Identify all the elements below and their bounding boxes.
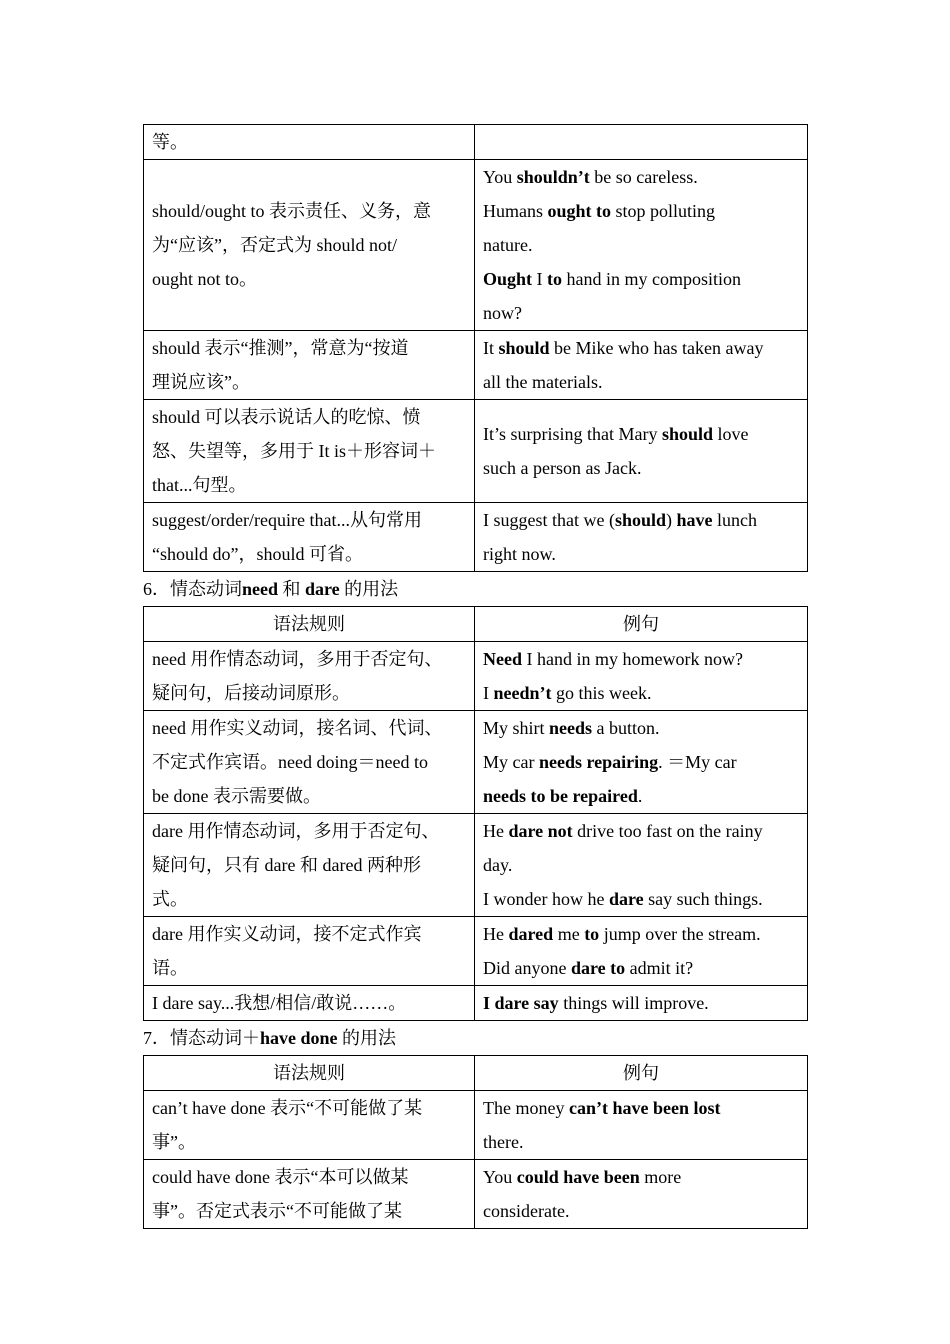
text-segment: should/ought to 表示责任、义务，意	[152, 201, 432, 221]
text-segment: dare 用作实义动词，接不定式作宾	[152, 924, 422, 944]
table-row	[144, 1160, 808, 1229]
example-sentence	[483, 331, 799, 365]
rule-cell	[144, 642, 475, 711]
text-segment: ought not to。	[152, 269, 258, 289]
table-header-row	[144, 607, 808, 642]
rule-text	[152, 365, 466, 399]
text-segment: My shirt	[483, 718, 550, 738]
bold-text: can’t have been lost	[568, 1098, 721, 1118]
bold-text: Ought	[483, 269, 533, 289]
text-segment: things will improve.	[558, 993, 709, 1013]
bold-text: should	[498, 338, 550, 358]
example-sentence	[483, 160, 799, 194]
rule-text	[152, 331, 466, 365]
example-sentence	[483, 917, 799, 951]
example-cell	[475, 642, 808, 711]
rule-text	[152, 1091, 466, 1125]
text-segment: 理说应该”。	[152, 372, 250, 392]
text-segment: I	[483, 683, 494, 703]
bold-text: needs repairing	[538, 752, 659, 772]
text-segment: 的用法	[337, 1028, 397, 1048]
column-header-rule: 语法规则	[144, 607, 475, 642]
example-cell	[475, 331, 808, 400]
example-cell	[475, 711, 808, 814]
example-sentence	[483, 194, 799, 228]
example-sentence	[483, 882, 799, 916]
rule-text	[152, 194, 466, 228]
document-page	[143, 124, 807, 1229]
bold-text: needn’t	[493, 683, 552, 703]
rule-cell	[144, 814, 475, 917]
bold-text: have	[676, 510, 713, 530]
example-sentence	[483, 779, 799, 813]
have-done-table	[143, 1055, 808, 1229]
rule-text	[152, 503, 466, 537]
rule-cell	[144, 160, 475, 331]
text-segment: )	[666, 510, 677, 530]
column-header-rule: 语法规则	[144, 1056, 475, 1091]
text-segment: 式。	[152, 889, 188, 909]
text-segment: Humans	[483, 201, 548, 221]
rule-cell	[144, 400, 475, 503]
text-segment: 不定式作宾语。need doing＝need to	[152, 752, 428, 772]
bold-text: to	[584, 924, 600, 944]
text-segment: day.	[483, 855, 513, 875]
example-cell	[475, 503, 808, 572]
table-row	[144, 503, 808, 572]
text-segment: 7．情态动词＋	[143, 1028, 260, 1048]
text-segment: .	[637, 786, 643, 806]
text-segment: I suggest that we (	[483, 510, 615, 530]
text-segment: be Mike who has taken away	[549, 338, 764, 358]
bold-text: dared	[508, 924, 554, 944]
example-sentence	[483, 537, 799, 571]
text-segment: more	[639, 1167, 682, 1187]
example-sentence	[483, 711, 799, 745]
need-dare-table	[143, 606, 808, 1021]
text-segment: right now.	[483, 544, 556, 564]
example-cell	[475, 1091, 808, 1160]
text-segment: 疑问句，只有 dare 和 dared 两种形	[152, 855, 421, 875]
bold-text: should	[614, 510, 667, 530]
text-segment: 的用法	[339, 579, 399, 599]
rule-text	[152, 434, 466, 468]
example-cell	[475, 160, 808, 331]
text-segment: could have done 表示“本可以做某	[152, 1167, 409, 1187]
table-row	[144, 814, 808, 917]
text-segment: be done 表示需要做。	[152, 786, 321, 806]
text-segment: You	[483, 1167, 517, 1187]
bold-text: to	[547, 269, 563, 289]
section-6-heading	[143, 572, 807, 606]
table-row	[144, 986, 808, 1021]
rule-text	[152, 917, 466, 951]
text-segment: 和	[278, 579, 305, 599]
example-sentence	[483, 745, 799, 779]
example-sentence	[483, 951, 799, 985]
rule-text	[152, 779, 466, 813]
table-header-row	[144, 1056, 808, 1091]
text-segment: me	[553, 924, 585, 944]
text-segment: all the materials.	[483, 372, 603, 392]
table-row	[144, 331, 808, 400]
example-sentence	[483, 228, 799, 262]
text-segment: It’s surprising that Mary	[483, 424, 662, 444]
rule-text	[152, 676, 466, 710]
example-sentence	[483, 365, 799, 399]
text-segment: should 表示“推测”，常意为“按道	[152, 338, 409, 358]
text-segment: “should do”，should 可省。	[152, 544, 363, 564]
example-sentence	[483, 986, 799, 1020]
table-row	[144, 917, 808, 986]
bold-text: dare not	[508, 821, 573, 841]
rule-text	[152, 882, 466, 916]
text-segment: 6．情态动词	[143, 579, 242, 599]
rule-text	[152, 400, 466, 434]
text-segment: be so careless.	[589, 167, 698, 187]
example-cell	[475, 125, 808, 160]
table-row	[144, 125, 808, 160]
rule-text	[152, 468, 466, 502]
text-segment: 事”。	[152, 1132, 196, 1152]
text-segment: now?	[483, 303, 522, 323]
rule-cell	[144, 986, 475, 1021]
rule-text	[152, 986, 466, 1020]
rule-text	[152, 848, 466, 882]
table-row	[144, 1091, 808, 1160]
text-segment: considerate.	[483, 1201, 570, 1221]
example-sentence	[483, 451, 799, 485]
rule-text	[152, 745, 466, 779]
text-segment: 事”。否定式表示“不可能做了某	[152, 1201, 402, 1221]
rule-text	[152, 228, 466, 262]
column-header-example: 例句	[475, 607, 808, 642]
text-segment: I	[532, 269, 548, 289]
text-segment: 疑问句，后接动词原形。	[152, 683, 350, 703]
text-segment: He	[483, 821, 509, 841]
text-segment: nature.	[483, 235, 533, 255]
text-segment: lunch	[712, 510, 758, 530]
column-header-example: 例句	[475, 1056, 808, 1091]
rule-text	[152, 537, 466, 571]
text-segment: need 用作情态动词，多用于否定句、	[152, 649, 443, 669]
text-segment: 等。	[152, 132, 188, 152]
bold-text: Need	[483, 649, 522, 669]
rule-text	[152, 951, 466, 985]
rule-cell	[144, 331, 475, 400]
bold-text: have done	[260, 1028, 338, 1048]
bold-text: I dare say	[483, 993, 559, 1013]
text-segment: need 用作实义动词，接名词、代词、	[152, 718, 443, 738]
bold-text: ought to	[547, 201, 612, 221]
bold-text: needs	[549, 718, 593, 738]
rule-text	[152, 125, 466, 159]
rule-cell	[144, 503, 475, 572]
text-segment: The money	[483, 1098, 569, 1118]
text-segment: that...句型。	[152, 475, 247, 495]
heading-text	[143, 1021, 807, 1055]
example-sentence	[483, 814, 799, 848]
example-sentence	[483, 503, 799, 537]
bold-text: should	[661, 424, 714, 444]
example-cell	[475, 917, 808, 986]
text-segment: . ＝My car	[658, 752, 737, 772]
text-segment: 语。	[152, 958, 188, 978]
text-segment: dare 用作情态动词，多用于否定句、	[152, 821, 440, 841]
text-segment: suggest/order/require that...从句常用	[152, 510, 422, 530]
rule-cell	[144, 1091, 475, 1160]
example-sentence	[483, 1160, 799, 1194]
rule-text	[152, 814, 466, 848]
rule-text	[152, 1194, 466, 1228]
rule-text	[152, 1125, 466, 1159]
example-sentence	[483, 848, 799, 882]
rule-cell	[144, 711, 475, 814]
rule-cell	[144, 1160, 475, 1229]
text-segment: a button.	[592, 718, 660, 738]
bold-text: dare to	[570, 958, 626, 978]
text-segment: such a person as Jack.	[483, 458, 642, 478]
text-segment: there.	[483, 1132, 524, 1152]
text-segment: 怒、失望等，多用于 It is＋形容词＋	[152, 441, 436, 461]
text-segment: go this week.	[551, 683, 652, 703]
rule-cell	[144, 917, 475, 986]
text-segment: 为“应该”，否定式为 should not/	[152, 235, 397, 255]
modal-should-table	[143, 124, 808, 572]
table-row	[144, 160, 808, 331]
text-segment: love	[713, 424, 749, 444]
example-cell	[475, 986, 808, 1021]
text-segment: should 可以表示说话人的吃惊、愤	[152, 407, 421, 427]
example-cell	[475, 814, 808, 917]
example-sentence	[483, 642, 799, 676]
rule-cell	[144, 125, 475, 160]
table-row	[144, 400, 808, 503]
bold-text: need	[242, 579, 278, 599]
table-row	[144, 711, 808, 814]
example-sentence	[483, 1125, 799, 1159]
text-segment: It	[483, 338, 499, 358]
text-segment: My car	[483, 752, 539, 772]
example-cell	[475, 1160, 808, 1229]
text-segment: You	[483, 167, 517, 187]
section-7-heading	[143, 1021, 807, 1055]
text-segment: hand in my composition	[562, 269, 742, 289]
table-row	[144, 642, 808, 711]
example-sentence	[483, 296, 799, 330]
text-segment: stop polluting	[611, 201, 716, 221]
example-sentence	[483, 417, 799, 451]
example-sentence	[483, 1194, 799, 1228]
bold-text: shouldn’t	[516, 167, 590, 187]
bold-text: dare	[305, 579, 340, 599]
text-segment: He	[483, 924, 509, 944]
rule-text	[152, 711, 466, 745]
rule-text	[152, 1160, 466, 1194]
rule-text	[152, 262, 466, 296]
text-segment: say such things.	[643, 889, 763, 909]
text-segment: I dare say...我想/相信/敢说……。	[152, 993, 407, 1013]
example-sentence	[483, 262, 799, 296]
text-segment: drive too fast on the rainy	[572, 821, 763, 841]
heading-text	[143, 572, 807, 606]
example-sentence	[483, 676, 799, 710]
example-sentence	[483, 1091, 799, 1125]
text-segment: I hand in my homework now?	[522, 649, 743, 669]
bold-text: dare	[608, 889, 644, 909]
bold-text: could have been	[516, 1167, 640, 1187]
text-segment: Did anyone	[483, 958, 571, 978]
text-segment: jump over the stream.	[599, 924, 761, 944]
example-cell	[475, 400, 808, 503]
text-segment: can’t have done 表示“不可能做了某	[152, 1098, 423, 1118]
text-segment: I wonder how he	[483, 889, 609, 909]
bold-text: needs to be repaired	[483, 786, 638, 806]
text-segment: admit it?	[625, 958, 694, 978]
rule-text	[152, 642, 466, 676]
